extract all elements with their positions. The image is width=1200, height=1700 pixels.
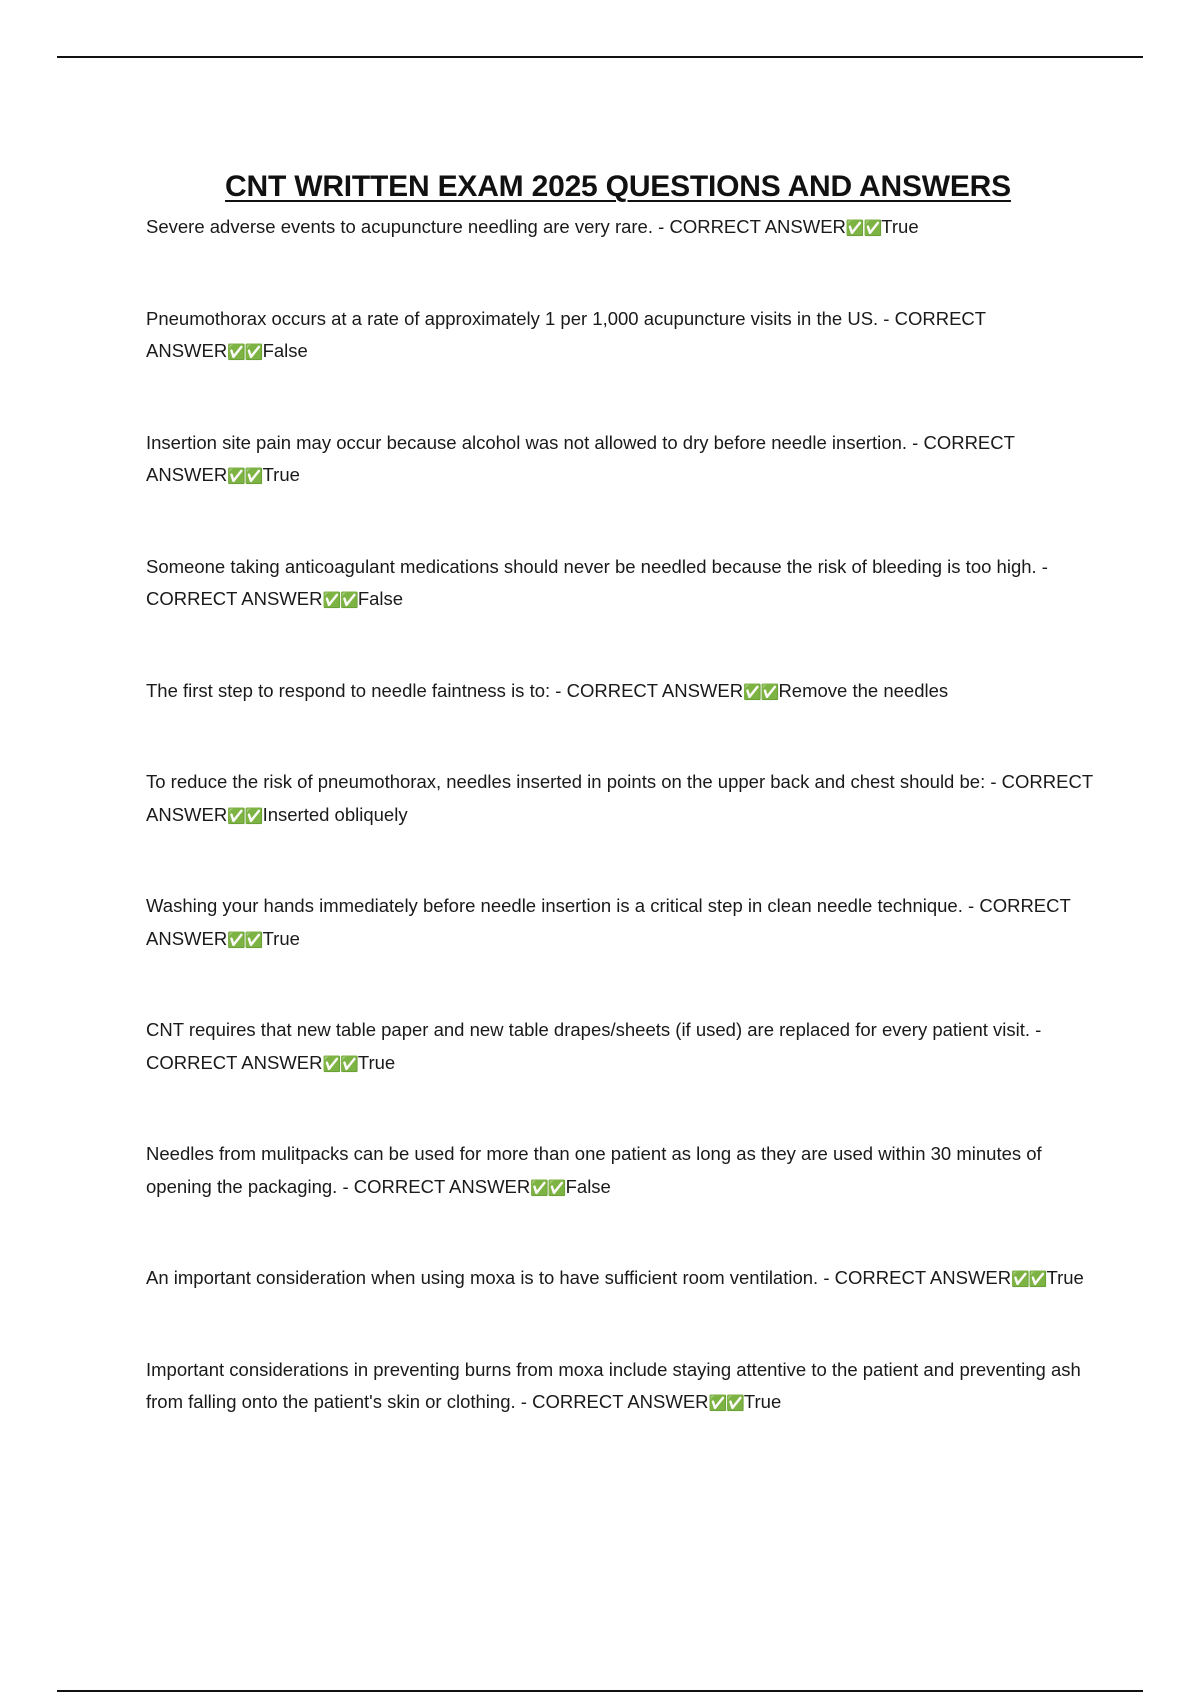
check-mark-icon: ✅✅	[322, 1054, 358, 1073]
page-title: CNT WRITTEN EXAM 2025 QUESTIONS AND ANSWERS	[225, 170, 1011, 204]
separator: -	[1036, 555, 1048, 577]
answer-text: Remove the needles	[778, 679, 949, 701]
check-mark-icon: ✅✅	[227, 806, 263, 825]
check-mark-icon: ✅✅	[1011, 1270, 1047, 1288]
qa-item	[146, 303, 1096, 369]
separator: -	[550, 679, 567, 701]
answer-label: CORRECT ANSWER	[834, 1267, 1012, 1288]
qa-item	[146, 1014, 1096, 1080]
qa-item	[146, 1138, 1096, 1204]
answer-text: True	[262, 927, 300, 949]
question-text: Washing your hands immediately before needle insertion is a critical step in clean needle technique.	[146, 895, 963, 916]
qa-item	[146, 766, 1096, 832]
qa-item	[146, 427, 1096, 493]
separator: -	[985, 771, 1002, 792]
answer-label: CORRECT ANSWER	[146, 307, 986, 361]
separator: -	[818, 1267, 835, 1288]
answer-label: CORRECT ANSWER	[353, 1175, 531, 1197]
answer-text: False	[262, 340, 308, 361]
answer-label: CORRECT ANSWER	[146, 895, 1071, 949]
question-text: Pneumothorax occurs at a rate of approximately 1 per 1,000 acupuncture visits in the US.	[146, 307, 879, 329]
answer-label: CORRECT ANSWER	[566, 679, 744, 701]
separator: -	[653, 216, 670, 237]
answer-label: CORRECT ANSWER	[146, 771, 1093, 825]
separator: -	[515, 1391, 533, 1412]
question-text: Someone taking anticoagulant medications should never be needled because the risk of bleeding is too high.	[146, 555, 1037, 577]
separator: -	[878, 307, 895, 329]
answer-text: True	[262, 464, 300, 485]
qa-list	[146, 211, 1096, 1478]
question-text: To reduce the risk of pneumothorax, needles inserted in points on the upper back and chest should be:	[146, 771, 986, 792]
qa-item	[146, 551, 1096, 617]
check-mark-icon: ✅✅	[845, 219, 882, 237]
answer-label: CORRECT ANSWER	[146, 1051, 323, 1073]
answer-label: CORRECT ANSWER	[669, 216, 846, 237]
check-mark-icon: ✅✅	[227, 467, 263, 485]
qa-item	[146, 1354, 1096, 1420]
answer-label: CORRECT ANSWER	[146, 431, 1015, 485]
separator: -	[337, 1175, 354, 1197]
check-mark-icon: ✅✅	[322, 591, 358, 609]
check-mark-icon: ✅✅	[530, 1178, 566, 1197]
qa-item	[146, 675, 1096, 709]
answer-label: CORRECT ANSWER	[146, 588, 323, 609]
question-text: Important considerations in preventing burns from moxa include staying attentive to the patient and preventing ash from falling onto the patient's skin or clothing.	[146, 1358, 1081, 1412]
separator: -	[1030, 1019, 1042, 1040]
answer-text: False	[357, 588, 404, 609]
question-text: Insertion site pain may occur because alcohol was not allowed to dry before needle insertion.	[146, 431, 907, 453]
qa-item	[146, 890, 1096, 956]
qa-item	[146, 211, 1096, 245]
answer-text: True	[357, 1051, 396, 1073]
answer-text: False	[565, 1175, 611, 1197]
answer-text: True	[1046, 1267, 1084, 1288]
separator: -	[907, 431, 924, 453]
check-mark-icon: ✅✅	[227, 343, 263, 361]
check-mark-icon: ✅✅	[708, 1394, 744, 1412]
question-text: Needles from mulitpacks can be used for more than one patient as long as they are used within 30 minutes of opening the packaging.	[146, 1143, 1042, 1197]
question-text: The first step to respond to needle faintness is to:	[146, 679, 551, 701]
bottom-rule	[57, 1690, 1143, 1692]
question-text: An important consideration when using moxa is to have sufficient room ventilation.	[146, 1267, 819, 1288]
answer-text: True	[743, 1391, 782, 1412]
qa-item	[146, 1262, 1096, 1296]
answer-text: True	[881, 216, 919, 237]
answer-text: Inserted obliquely	[262, 803, 408, 825]
question-text: CNT requires that new table paper and new table drapes/sheets (if used) are replaced for every patient visit.	[146, 1019, 1031, 1040]
check-mark-icon: ✅✅	[227, 930, 263, 949]
top-rule	[57, 56, 1143, 58]
check-mark-icon: ✅✅	[743, 682, 779, 701]
question-text: Severe adverse events to acupuncture needling are very rare.	[146, 216, 653, 237]
answer-label: CORRECT ANSWER	[532, 1391, 709, 1412]
separator: -	[962, 895, 980, 916]
